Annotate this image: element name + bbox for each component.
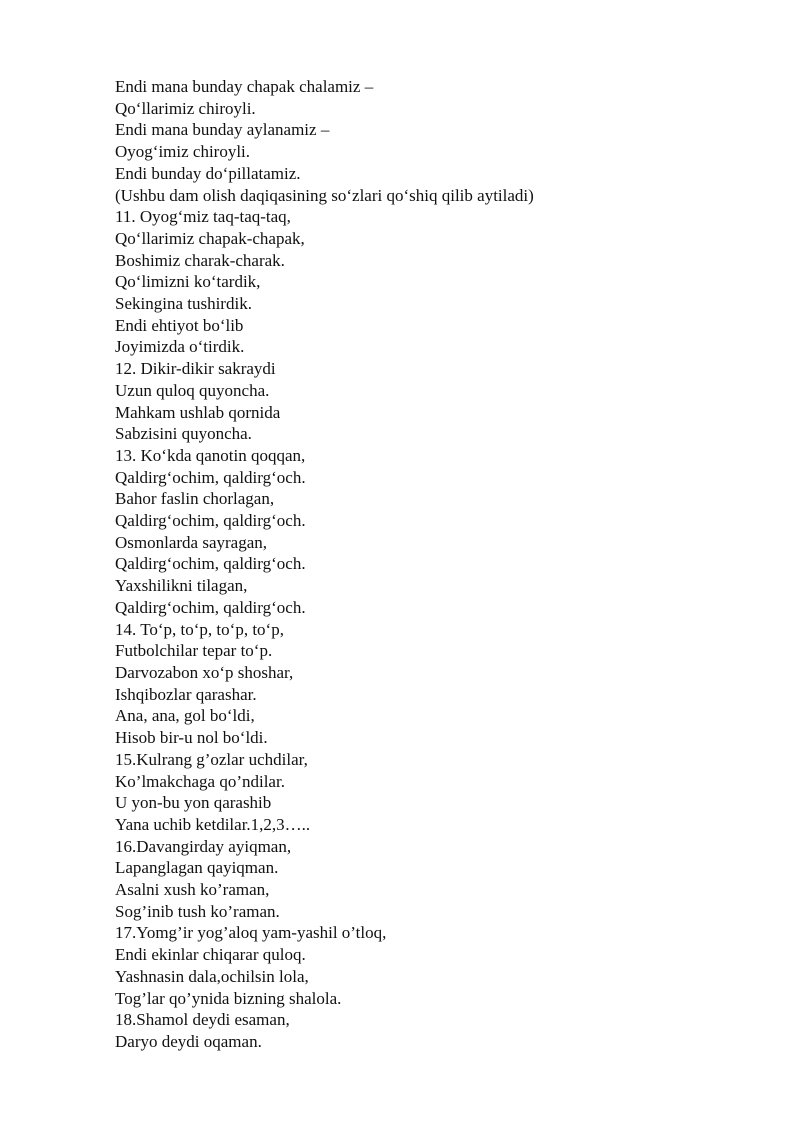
text-line: 16.Davangirday ayiqman, [115, 836, 292, 856]
text-line: Osmonlarda sayragan, [115, 532, 268, 552]
text-line: Qo‘llarimiz chapak-chapak, [115, 228, 305, 248]
text-line: Bahor faslin chorlagan, [115, 489, 275, 509]
text-line: Yana uchib ketdilar.1,2,3….. [115, 814, 311, 834]
text-line: Endi mana bunday chapak chalamiz – [115, 77, 374, 96]
text-line: Yashnasin dala,ochilsin lola, [115, 966, 309, 986]
poem-text-block [115, 76, 755, 1053]
text-line: Hisob bir-u nol bo‘ldi. [115, 728, 268, 748]
text-line: 15.Kulrang g’ozlar uchdilar, [115, 749, 308, 769]
text-line: Sabzisini quyoncha. [115, 424, 252, 444]
text-line: Futbolchilar tepar to‘p. [115, 641, 273, 661]
text-line: Qo‘limizni ko‘tardik, [115, 272, 261, 292]
text-line: Qaldirg‘ochim, qaldirg‘och. [115, 467, 306, 487]
text-line: Uzun quloq quyoncha. [115, 380, 270, 400]
text-line: Qaldirg‘ochim, qaldirg‘och. [115, 554, 306, 574]
text-line: Ishqibozlar qarashar. [115, 684, 257, 704]
text-line: Asalni xush ko’raman, [115, 880, 270, 900]
text-line: Joyimizda o‘tirdik. [115, 337, 245, 357]
text-line: 11. Oyog‘miz taq-taq-taq, [115, 207, 291, 227]
text-line: Yaxshilikni tilagan, [115, 576, 248, 596]
text-line: U yon-bu yon qarashib [115, 793, 272, 813]
text-line: Darvozabon xo‘p shoshar, [115, 662, 294, 682]
text-line: 18.Shamol deydi esaman, [115, 1010, 290, 1030]
text-line: Daryo deydi oqaman. [115, 1031, 262, 1051]
text-line: Qaldirg‘ochim, qaldirg‘och. [115, 511, 306, 531]
text-line: Qaldirg‘ochim, qaldirg‘och. [115, 597, 306, 617]
text-line: Sekingina tushirdik. [115, 294, 252, 314]
text-line: Ko’lmakchaga qo’ndilar. [115, 771, 285, 791]
text-line: Qo‘llarimiz chiroyli. [115, 98, 256, 118]
text-line: 12. Dikir-dikir sakraydi [115, 359, 276, 379]
text-line: 13. Ko‘kda qanotin qoqqan, [115, 445, 306, 465]
text-line: Endi mana bunday aylanamiz – [115, 120, 330, 140]
text-line: Sog’inib tush ko’raman. [115, 901, 280, 921]
text-line: Mahkam ushlab qornida [115, 402, 281, 422]
text-line: Ana, ana, gol bo‘ldi, [115, 706, 255, 726]
text-line: 17.Yomg’ir yog’aloq yam-yashil o’tloq, [115, 923, 387, 943]
text-line: Endi ehtiyot bo‘lib [115, 315, 244, 335]
text-line: Endi bunday do‘pillatamiz. [115, 163, 301, 183]
text-line: Oyog‘imiz chiroyli. [115, 142, 251, 162]
text-line: Endi ekinlar chiqarar quloq. [115, 945, 306, 965]
text-line: (Ushbu dam olish daqiqasining so‘zlari qo‘shiq qilib aytiladi) [115, 185, 534, 205]
text-line: Tog’lar qo’ynida bizning shalola. [115, 988, 342, 1008]
text-line: Lapanglagan qayiqman. [115, 858, 279, 878]
text-line: 14. To‘p, to‘p, to‘p, to‘p, [115, 619, 284, 639]
text-line: Boshimiz charak-charak. [115, 250, 285, 270]
